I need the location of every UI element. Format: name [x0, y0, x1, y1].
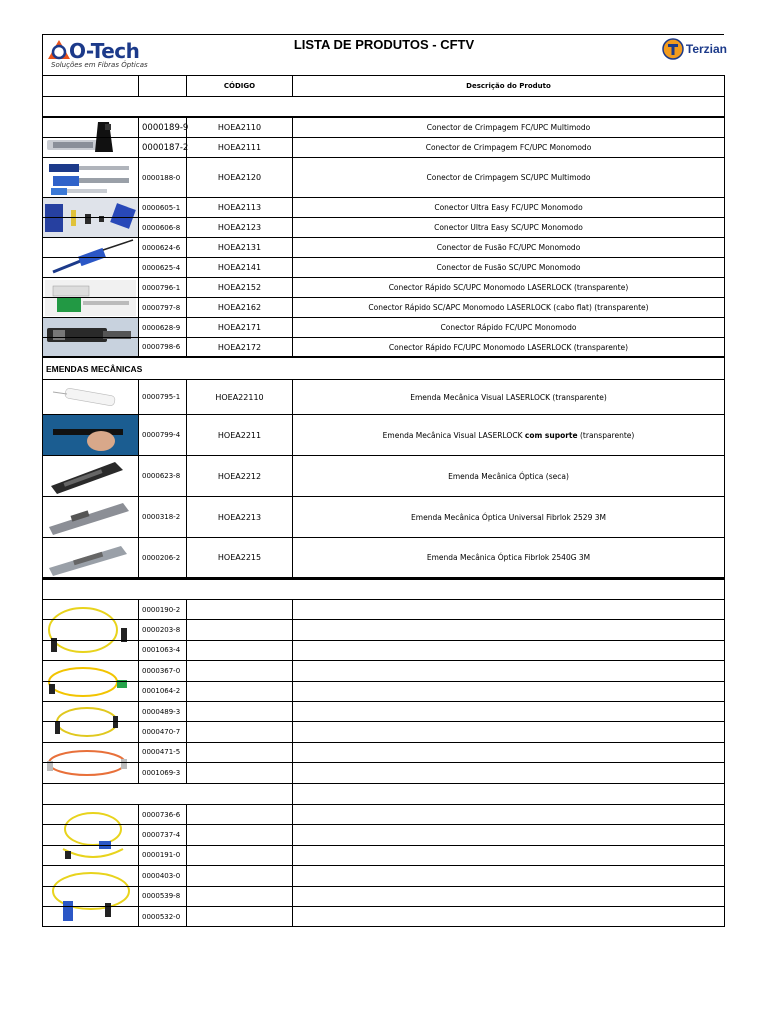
product-description: Conector Rápido SC/APC Monomodo LASERLOCK (cabo flat) (transparente) — [292, 298, 725, 317]
product-reference: 0001069-3 — [138, 763, 186, 782]
product-code — [186, 661, 292, 680]
sheet-header — [43, 35, 725, 76]
product-description: Conector Ultra Easy SC/UPC Monomodo — [292, 218, 725, 237]
product-reference: 0000367-0 — [138, 661, 186, 680]
product-description: Emenda Mecânica Óptica (seca) — [292, 456, 725, 496]
product-reference: 0000206-2 — [138, 538, 186, 577]
product-code: HOEA2152 — [186, 278, 292, 297]
product-description — [292, 887, 725, 906]
product-reference: 0000737-4 — [138, 825, 186, 844]
product-description — [292, 805, 725, 824]
product-reference: 0000605-1 — [138, 198, 186, 217]
product-reference: 0000532-0 — [138, 907, 186, 926]
product-reference: 0000187-2 — [138, 138, 186, 157]
product-description — [292, 825, 725, 844]
product-description: Conector Rápido SC/UPC Monomodo LASERLOCK (transparente) — [292, 278, 725, 297]
table-row — [43, 763, 725, 783]
product-reference: 0000736-6 — [138, 805, 186, 824]
spacer-row — [43, 97, 725, 118]
product-reference: 0000489-3 — [138, 702, 186, 721]
product-description — [292, 682, 725, 701]
product-reference: 0000403-0 — [138, 866, 186, 885]
product-description — [292, 600, 725, 619]
product-reference: 0001064-2 — [138, 682, 186, 701]
product-code — [186, 866, 292, 885]
product-description: Emenda Mecânica Óptica Fibrlok 2540G 3M — [292, 538, 725, 577]
product-description: Conector Rápido FC/UPC Monomodo — [292, 318, 725, 337]
product-reference: 0000318-2 — [138, 497, 186, 537]
product-description — [292, 866, 725, 885]
product-code: HOEA2213 — [186, 497, 292, 537]
table-row — [43, 497, 725, 538]
table-row — [43, 538, 725, 579]
table-row — [43, 298, 725, 318]
spacer-row — [43, 579, 725, 600]
product-code: HOEA2215 — [186, 538, 292, 577]
product-code — [186, 682, 292, 701]
product-code: HOEA2212 — [186, 456, 292, 496]
description-bold-text: com suporte — [524, 430, 578, 440]
product-description: Conector de Crimpagem FC/UPC Monomodo — [292, 138, 725, 157]
product-description: Conector de Fusão FC/UPC Monomodo — [292, 238, 725, 257]
product-code: HOEA2110 — [186, 118, 292, 137]
product-reference: 0000797-8 — [138, 298, 186, 317]
product-description — [292, 763, 725, 782]
product-code: HOEA2123 — [186, 218, 292, 237]
table-row — [43, 600, 725, 620]
product-reference: 0000190-2 — [138, 600, 186, 619]
product-reference: 0000623-8 — [138, 456, 186, 496]
table-row — [43, 661, 725, 681]
product-description: Conector Ultra Easy FC/UPC Monomodo — [292, 198, 725, 217]
product-code: HOEA2131 — [186, 238, 292, 257]
table-row — [43, 415, 725, 456]
table-row — [43, 456, 725, 497]
table-row — [43, 258, 725, 278]
table-row — [43, 278, 725, 298]
product-description — [292, 722, 725, 741]
table-row — [43, 682, 725, 702]
otech-brand: O-Tech — [69, 39, 140, 63]
description-text: Emenda Mecânica Visual LASERLOCK — [382, 430, 525, 440]
table-row — [43, 380, 725, 415]
product-code: HOEA2162 — [186, 298, 292, 317]
product-reference: 0000470-7 — [138, 722, 186, 741]
table-row — [43, 138, 725, 158]
emendas-section-title: EMENDAS MECÂNICAS — [46, 363, 143, 374]
emendas-section-row — [43, 358, 725, 380]
spacer-row — [43, 784, 725, 805]
product-description — [292, 702, 725, 721]
terzian-logo-mark-icon — [662, 38, 684, 60]
product-reference: 0000189-9 — [138, 118, 186, 137]
table-row — [43, 158, 725, 198]
product-code — [186, 825, 292, 844]
product-reference: 0000624-6 — [138, 238, 186, 257]
product-description: Conector Rápido FC/UPC Monomodo LASERLOCK (transparente) — [292, 338, 725, 356]
product-code — [186, 641, 292, 660]
table-row — [43, 118, 725, 138]
page-title: LISTA DE PRODUTOS - CFTV — [293, 37, 475, 52]
product-description: Conector de Fusão SC/UPC Monomodo — [292, 258, 725, 277]
table-row — [43, 846, 725, 866]
table-header-row — [43, 75, 725, 97]
table-row — [43, 907, 725, 927]
product-reference: 0000191-0 — [138, 846, 186, 865]
product-sheet — [42, 34, 727, 927]
product-code — [186, 805, 292, 824]
product-code: HOEA2120 — [186, 158, 292, 197]
product-code — [186, 620, 292, 639]
product-code — [186, 763, 292, 782]
product-reference: 0000606-8 — [138, 218, 186, 237]
product-code: HOEA2171 — [186, 318, 292, 337]
product-reference: 0000799-4 — [138, 415, 186, 455]
table-row — [43, 338, 725, 358]
table-row — [43, 238, 725, 258]
table-row — [43, 198, 725, 218]
product-code — [186, 722, 292, 741]
product-description — [292, 846, 725, 865]
product-reference: 0000471-5 — [138, 743, 186, 762]
product-code: HOEA2141 — [186, 258, 292, 277]
table-row — [43, 722, 725, 742]
product-description: Emenda Mecânica Visual LASERLOCK (transparente) — [292, 380, 725, 414]
product-reference: 0000539-8 — [138, 887, 186, 906]
product-description — [292, 661, 725, 680]
table-row — [43, 866, 725, 886]
otech-tagline: Soluções em Fibras Ópticas — [51, 61, 148, 69]
product-description — [292, 641, 725, 660]
product-code — [186, 600, 292, 619]
table-row — [43, 887, 725, 907]
terzian-brand: Terzian — [685, 42, 727, 56]
table-row — [43, 318, 725, 338]
product-code — [186, 907, 292, 926]
table-row — [43, 620, 725, 640]
column-header-code: CÓDIGO — [186, 75, 292, 96]
table-row — [43, 805, 725, 825]
product-description: Emenda Mecânica Óptica Universal Fibrlok 2529 3M — [292, 497, 725, 537]
product-reference: 0001063-4 — [138, 641, 186, 660]
product-reference: 0000795-1 — [138, 380, 186, 414]
product-code: HOEA2211 — [186, 415, 292, 455]
table-row — [43, 218, 725, 238]
table-row — [43, 825, 725, 845]
product-reference: 0000628-9 — [138, 318, 186, 337]
product-code: HOEA2113 — [186, 198, 292, 217]
column-header-description: Descrição do Produto — [292, 75, 725, 96]
product-description: Conector de Crimpagem SC/UPC Multimodo — [292, 158, 725, 197]
product-reference: 0000798-6 — [138, 338, 186, 356]
product-reference: 0000188-0 — [138, 158, 186, 197]
product-code: HOEA2172 — [186, 338, 292, 356]
product-description: Conector de Crimpagem FC/UPC Multimodo — [292, 118, 725, 137]
terzian-logo — [662, 37, 727, 61]
product-code — [186, 846, 292, 865]
product-reference: 0000203-8 — [138, 620, 186, 639]
product-reference: 0000625-4 — [138, 258, 186, 277]
table-row — [43, 641, 725, 661]
product-description — [292, 415, 725, 455]
description-text: (transparente) — [577, 430, 635, 440]
product-code: HOEA2111 — [186, 138, 292, 157]
table-row — [43, 743, 725, 763]
table-row — [43, 702, 725, 722]
product-code — [186, 887, 292, 906]
product-description — [292, 907, 725, 926]
product-description — [292, 620, 725, 639]
product-reference: 0000796-1 — [138, 278, 186, 297]
product-code — [186, 743, 292, 762]
product-code: HOEA22110 — [186, 380, 292, 414]
product-description — [292, 743, 725, 762]
product-code — [186, 702, 292, 721]
